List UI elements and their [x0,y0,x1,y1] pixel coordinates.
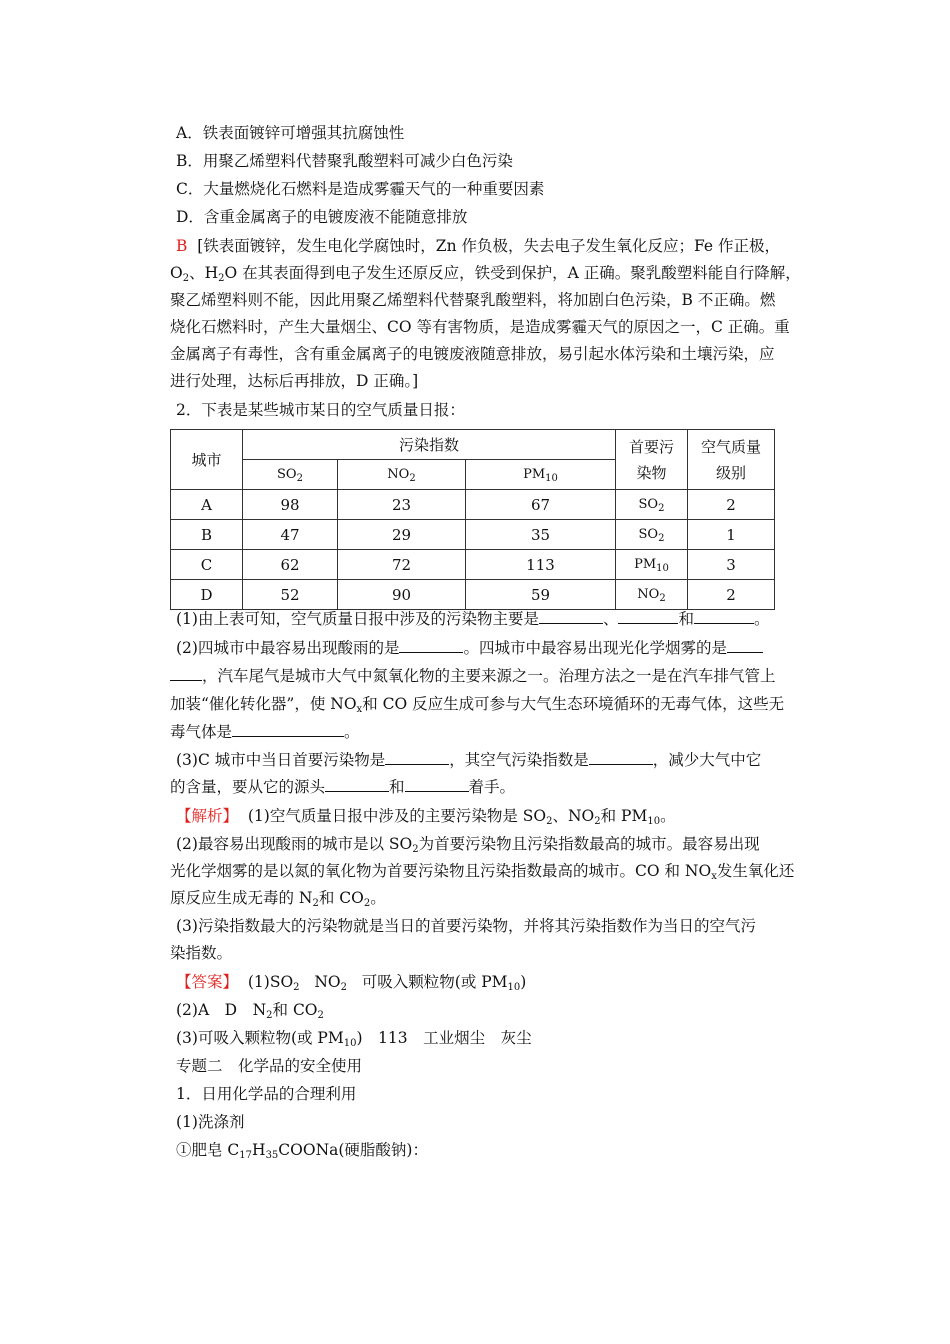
option-c: C．大量燃烧化石燃料是造成雾霾天气的一种重要因素 [176,180,545,198]
explanation-line-4: 烧化石燃料时，产生大量烟尘、CO 等有害物质，是造成雾霾天气的原因之一，C 正确。重 [170,318,790,336]
analysis-line-3: 光化学烟雾的是以氮的氧化物为首要污染物且污染指数最高的城市。CO 和 $NO_x$发生氧化还 [170,862,795,882]
answer-letter: B [176,237,188,255]
explanation-line-6: 进行处理，达标后再排放，D 正确。] [170,372,419,390]
header-so2: $SO_2$ [243,460,338,490]
table-row: B 47 29 35 $SO_2$ 1 [171,520,775,550]
header-primary-pollutant: 首要污 染物 [616,430,688,490]
table-row: D 52 90 59 $NO_2$ 2 [171,580,775,610]
topic-2-soap: ①肥皂 $C_{17}H_{35}COONa$(硬脂酸钠)： [176,1141,428,1161]
explanation-line-5: 金属离子有毒性，含有重金属离子的电镀废液随意排放，易引起水体污染和土壤污染，应 [170,345,775,363]
explanation-line-2: $O_2$、$H_2O$ 在其表面得到电子发生还原反应，铁受到保护，A 正确。聚乳酸塑料能自行降解， [170,264,801,284]
option-d: D．含重金属离子的电镀废液不能随意排放 [176,208,468,226]
analysis-line-6: 染指数。 [170,944,233,962]
analysis-line-2: (2)最容易出现酸雨的城市是以 $SO_2$为首要污染物且污染指数最高的城市。最容易出现 [176,835,760,855]
header-pm10: $PM_{10}$ [466,460,616,490]
option-b: B．用聚乙烯塑料代替聚乳酸塑料可减少白色污染 [176,152,513,170]
header-pollution-index: 污染指数 [243,430,616,460]
topic-2-title: 专题二 化学品的安全使用 [176,1057,363,1075]
answer-tag: 【答案】 [176,973,239,991]
header-aqi-grade: 空气质量 级别 [688,430,775,490]
option-a: A．铁表面镀锌可增强其抗腐蚀性 [176,124,405,142]
topic-2-section-1: 1．日用化学品的合理利用 [176,1085,357,1103]
answer-line-2: (2)A D $N_2$和 $CO_2$ [176,1001,324,1021]
analysis-line-1: 【解析】 (1)空气质量日报中涉及的主要污染物是 $SO_2$、$NO_2$和 $PM_{10}$。 [176,807,676,827]
explanation-line-1: B [铁表面镀锌，发生电化学腐蚀时，Zn 作负极，失去电子发生氧化反应；Fe 作正极， [176,237,780,255]
part-1: (1)由上表可知，空气质量日报中涉及的污染物主要是 、 和 。 [176,610,770,628]
part-2-line-2: ，汽车尾气是城市大气中氮氧化物的主要来源之一。治理方法之一是在汽车排气管上 [170,666,776,686]
part-3-line-2: 的含量，要从它的源头 和 着手。 [170,778,516,796]
part-3-line-1: (3)C 城市中当日首要污染物是 ，其空气污染指数是 ，减少大气中它 [176,751,762,769]
analysis-line-5: (3)污染指数最大的污染物就是当日的首要污染物，并将其污染指数作为当日的空气污 [176,917,756,935]
part-2-line-1: (2)四城市中最容易出现酸雨的是 。四城市中最容易出现光化学烟雾的是 [176,638,763,658]
topic-2-detergent: (1)洗涤剂 [176,1113,245,1131]
header-city: 城市 [171,430,243,490]
question-2-stem: 2．下表是某些城市某日的空气质量日报： [176,401,465,419]
analysis-tag: 【解析】 [176,807,239,825]
air-quality-table [170,429,775,610]
part-2-line-4: 毒气体是 。 [170,723,360,741]
part-2-line-3: 加装“催化转化器”，使 $NO_x$和 CO 反应生成可参与大气生态环境循环的无毒气体，这些无 [170,695,785,715]
table-row: A 98 23 67 $SO_2$ 2 [171,490,775,520]
table-row: C 62 72 113 $PM_{10}$ 3 [171,550,775,580]
analysis-line-4: 原反应生成无毒的 $N_2$和 $CO_2$。 [170,889,386,909]
explanation-line-3: 聚乙烯塑料则不能，因此用聚乙烯塑料代替聚乳酸塑料，将加剧白色污染，B 不正确。燃 [170,291,776,309]
header-no2: $NO_2$ [338,460,466,490]
answer-line-3: (3)可吸入颗粒物(或 $PM_{10}$) 113 工业烟尘 灰尘 [176,1029,532,1049]
answer-line-1: 【答案】 $(1)SO_2$ $NO_2$ 可吸入颗粒物(或 $PM_{10}$) [176,973,527,993]
